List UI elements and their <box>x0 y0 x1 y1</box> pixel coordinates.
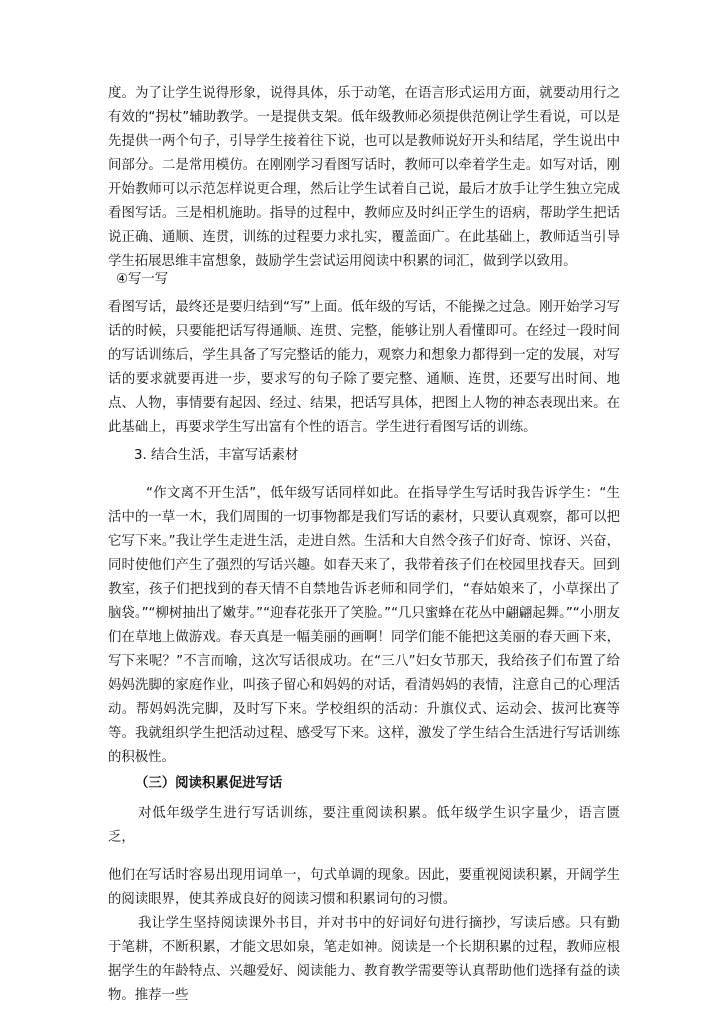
paragraph-reading-habits: 我让学生坚持阅读课外书目，并对书中的好词好句进行摘抄，写读后感。只有勤于笔耕，不断积累，才能文思如泉，笔走如神。阅读是一个长期积累的过程，教师应根据学生的年龄特点、兴趣爱好、阅读能力、教育教学需要等认真帮助他们选择有益的读物。推荐一些 <box>108 916 620 1003</box>
section-heading-life: 3. 结合生活，丰富写话素材 <box>134 448 299 463</box>
section-heading-reading: （三）阅读积累促进写话 <box>135 776 283 791</box>
subheading-write: ④写一写 <box>116 272 169 287</box>
paragraph-teaching-crutch: 度。为了让学生说得形象，说得具体，乐于动笔，在语言形式运用方面，就要动用行之有效的“拐杖”辅助教学。一是提供支架。低年级教师必须提供范例让学生看说，可以是先提供一两个句子，引导学生接着往下说，也可以是教师说好开头和结尾，学生说出中间部分。二是常用模仿。在刚刚学习看图写话时，教师可以牵着学生走。如写对话，刚开始教师可以示范怎样说更合理，然后让学生试着自己说，最后才放手让学生独立完成看图写话。三是相机施助。指导的过程中，教师应及时纠正学生的语病，帮助学生把话说正确、通顺、连贯，训练的过程要力求扎实，覆盖面广。在此基础上，教师适当引导学生拓展思维丰富想象，鼓励学生尝试运用阅读中积累的词汇，做到学以致用。 <box>108 86 620 269</box>
paragraph-reading-continued: 他们在写话时容易出现用词单一，句式单调的现象。因此，要重视阅读积累，开阔学生的阅读眼界，使其养成良好的阅读习惯和积累词句的习惯。 <box>108 868 620 907</box>
paragraph-picture-writing: 看图写话，最终还是要归结到“写”上面。低年级的写话，不能操之过急。刚开始学习写话的时候，只要能把话写得通顺、连贯、完整，能够让别人看懂即可。在经过一段时间的写话训练后，学生具备了写完整话的能力，观察力和想象力都得到一定的发展，对写话的要求就要再进一步，要求写的句子除了要完整、通顺、连贯，还要写出时间、地点、人物，事情要有起因、经过、结果，把话写具体，把图上人物的神态表现出来。在此基础上，再要求学生写出富有个性的语言。学生进行看图写话的训练。 <box>108 300 620 435</box>
paragraph-life-material: “作文离不开生活”，低年级写话同样如此。在指导学生写话时我告诉学生：“生活中的一草一木，我们周围的一切事物都是我们写话的素材，只要认真观察，都可以把它写下来。”我让学生走进生活，走进自然。生活和大自然令孩子们好奇、惊讶、兴奋，同时使他们产生了强烈的写话兴趣。如春天来了，我带着孩子们在校园里找春天。回到教室，孩子们把找到的春天情不自禁地告诉老师和同学们，“春姑娘来了，小草探出了脑袋。”“柳树抽出了嫩芽。”“迎春花张开了笑脸。”“几只蜜蜂在花丛中翩翩起舞。”“小朋友们在草地上做游戏。春天真是一幅美丽的画啊！同学们能不能把这美丽的春天画下来，写下来呢？”不言而喻，这次写话很成功。在“三八”妇女节那天，我给孩子们布置了给妈妈洗脚的家庭作业，叫孩子留心和妈妈的对话，看清妈妈的表情，注意自己的心理活动。帮妈妈洗完脚，及时写下来。学校组织的活动：升旗仪式、运动会、拔河比赛等等。我就组织学生把活动过程、感受写下来。这样，激发了学生结合生活进行写话训练的积极性。 <box>108 486 620 765</box>
paragraph-reading-intro: 对低年级学生进行写话训练，要注重阅读积累。低年级学生识字量少，语言匮乏， <box>108 806 620 845</box>
